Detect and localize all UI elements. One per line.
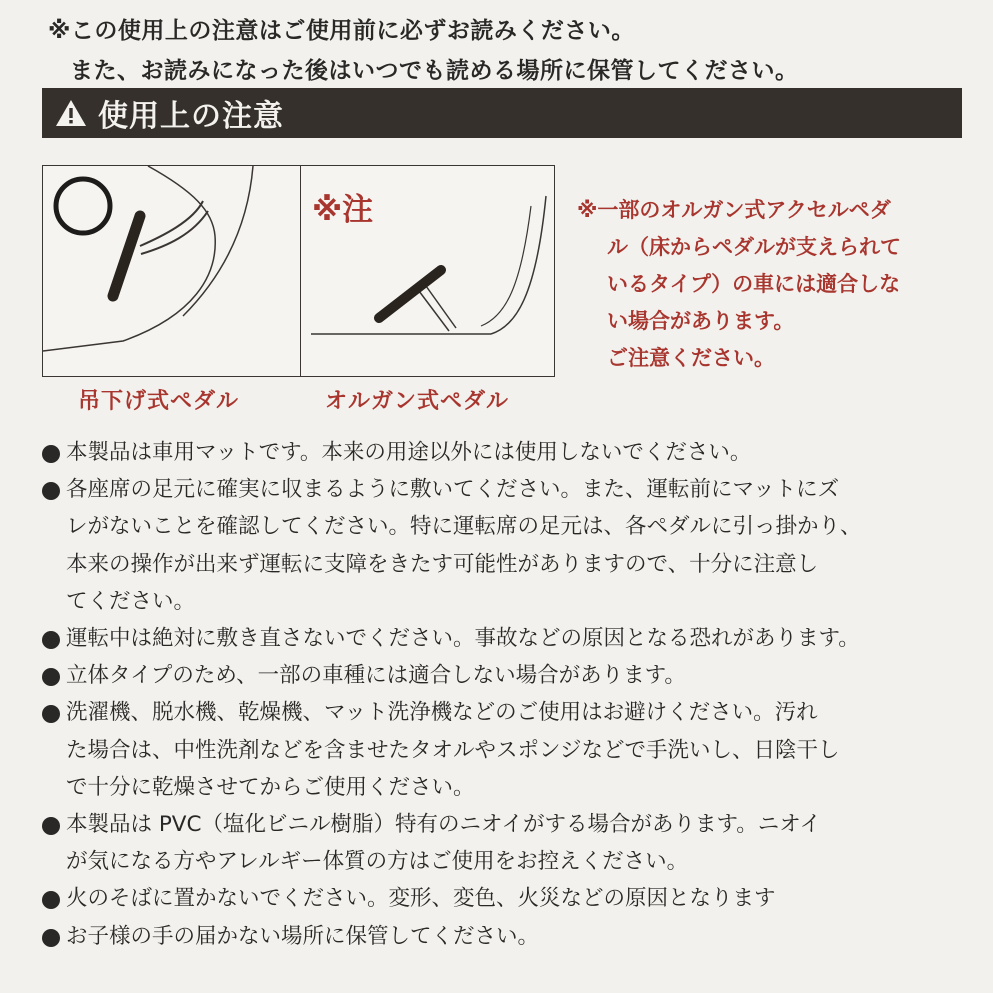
organ-pedal-caption: オルガン式ペダル [325,389,510,414]
caution-line: レがないことを確認してください。特に運転席の足元は、各ペダルに引っ掛かり、 [66,514,862,540]
intro-line-2: また、お読みになった後はいつでも読める場所に保管してください。 [70,58,799,84]
warning-triangle-icon [54,98,88,128]
caution-item [42,657,977,694]
caution-line: 洗濯機、脱水機、乾燥機、マット洗浄機などのご使用はお避けください。汚れ [66,700,818,726]
intro-line-1: ※この使用上の注意はご使用前に必ずお読みください。 [48,18,635,44]
caution-list [42,434,977,955]
side-note-line: い場合があります。 [607,309,795,333]
bullet-icon [42,631,60,649]
bullet-icon [42,705,60,723]
ok-circle-icon [56,179,110,233]
caution-item [42,620,977,657]
section-title: 使用上の注意 [98,99,284,134]
bullet-icon [42,891,60,909]
bullet-icon [42,445,60,463]
caution-item [42,471,977,620]
bullet-icon [42,929,60,947]
caution-line: 本製品は車用マットです。本来の用途以外には使用しないでください。 [66,440,752,465]
caution-mark: ※注 [312,192,374,228]
caution-line: 立体タイプのため、一部の車種には適合しない場合があります。 [66,663,686,689]
caution-item [42,806,977,880]
caution-line: てください。 [66,588,196,614]
side-note-line: ご注意ください。 [607,346,775,370]
caution-item [42,918,977,955]
caution-line: お子様の手の届かない場所に保管してください。 [66,923,540,949]
caution-line: 運転中は絶対に敷き直さないでください。事故などの原因となる恐れがあります。 [66,626,860,652]
caution-line: 本製品は PVC（塩化ビニル樹脂）特有のニオイがする場合があります。ニオイ [66,812,822,838]
caution-line: 各座席の足元に確実に収まるように敷いてください。また、運転前にマットにズ [66,477,840,503]
bullet-icon [42,668,60,686]
caution-item [42,434,977,471]
caution-line: が気になる方やアレルギー体質の方はご使用をお控えください。 [66,849,689,875]
caution-line: 本来の操作が出来ず運転に支障をきたす可能性がありますので、十分に注意し [66,551,819,577]
caution-item [42,880,977,917]
organ-pedal-warning [577,192,901,377]
bullet-icon [42,817,60,835]
bullet-icon [42,482,60,500]
side-note-line: ル（床からペダルが支えられて [607,235,901,259]
caution-item [42,694,977,806]
hanging-pedal-drawing [43,166,301,376]
side-note-line: いるタイプ）の車には適合しな [607,272,901,296]
section-header [42,88,962,138]
hanging-pedal-illustration [42,165,302,377]
caution-line: た場合は、中性洗剤などを含ませたタオルやスポンジなどで手洗いし、日陰干し [66,737,840,763]
hanging-pedal-caption: 吊下げ式ペダル [78,389,240,414]
caution-line: で十分に乾燥させてからご使用ください。 [66,774,475,800]
side-note-line: ※一部のオルガン式アクセルペダ [577,198,891,222]
caution-line: 火のそばに置かないでください。変形、変色、火災などの原因となります [66,886,776,912]
